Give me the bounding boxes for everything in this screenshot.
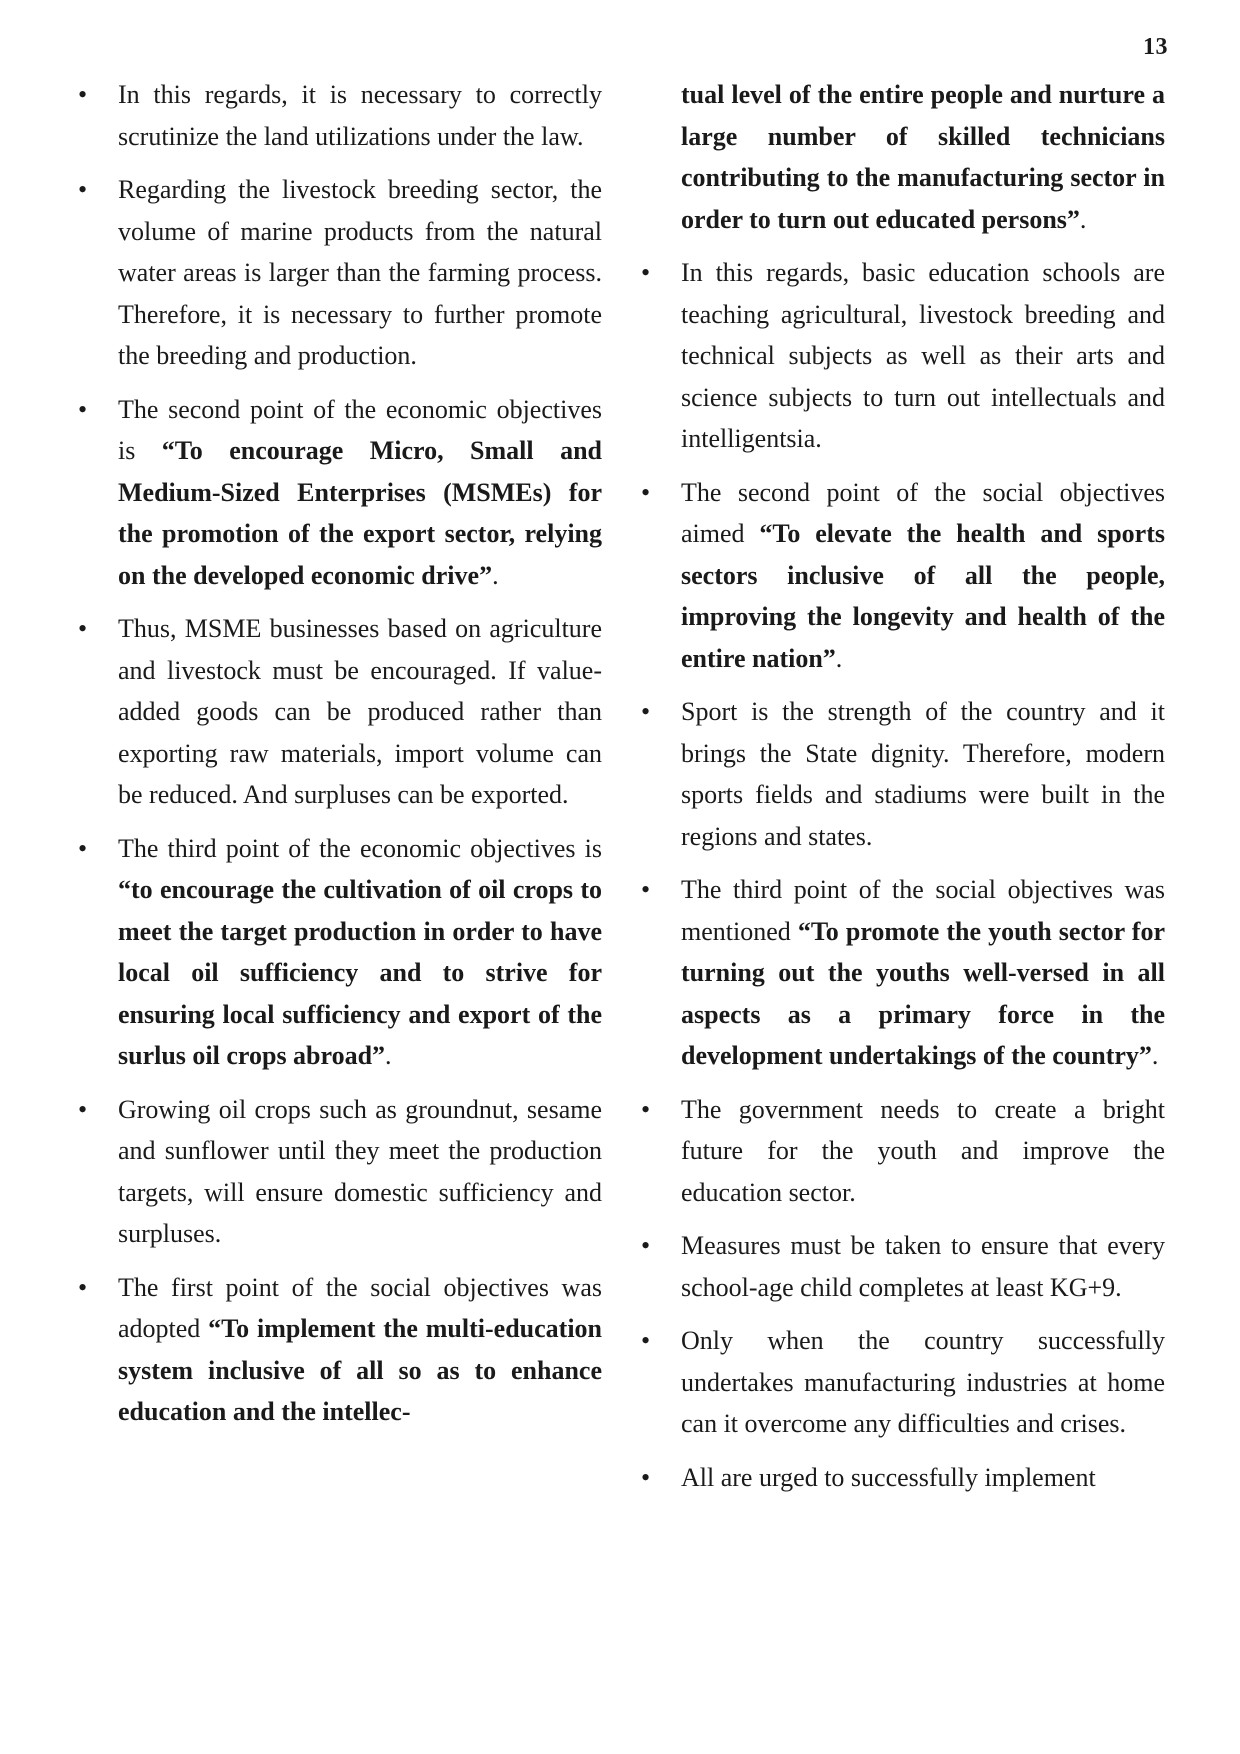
paragraph-text: Only when the country successfully undertakes manufacturing industries at home can it overcome any difficulties and crises. xyxy=(681,1326,1165,1438)
paragraph-end: . xyxy=(492,560,499,590)
paragraph-text: The third point of the economic objectives is xyxy=(118,833,602,863)
paragraph-sport-strength xyxy=(681,691,1165,857)
paragraph-text: Measures must be taken to ensure that every school-age child completes at least KG+9. xyxy=(681,1231,1165,1302)
paragraph-quote: “to encourage the cultivation of oil crops to meet the target production in order to have local oil sufficiency and to strive for ensuring local sufficiency and export of the surlus oil crops abroad” xyxy=(118,875,602,1070)
paragraph-end: . xyxy=(385,1041,392,1070)
paragraph-land-utilization xyxy=(118,74,602,157)
paragraph-school-age-child xyxy=(681,1225,1165,1308)
paragraph-continuation xyxy=(681,74,1165,240)
page-number: 13 xyxy=(1143,34,1168,60)
paragraph-text: In this regards, basic education schools are teaching agricultural, livestock breeding and technical subjects as well as their arts and science subjects to turn out intellectuals and intelligentsia. xyxy=(681,258,1165,453)
paragraph-text: The third point of the social objectives was mentioned xyxy=(681,875,1165,946)
paragraph-text: The second point of the social objectives aimed xyxy=(681,477,1165,548)
left-column xyxy=(118,74,602,1445)
paragraph-economic-objective-3 xyxy=(118,828,602,1077)
paragraph-basic-education xyxy=(681,252,1165,460)
paragraph-text: All are urged to successfully implement xyxy=(681,1462,1096,1492)
paragraph-end: . xyxy=(1151,1041,1159,1070)
paragraph-oil-crops xyxy=(118,1089,602,1255)
paragraph-text: The government needs to create a bright future for the youth and improve the education sector. xyxy=(681,1094,1165,1207)
paragraph-livestock-breeding xyxy=(118,169,602,377)
paragraph-economic-objective-2 xyxy=(118,389,602,597)
paragraph-social-objective-2 xyxy=(681,472,1165,680)
paragraph-implement-urge xyxy=(681,1457,1165,1499)
paragraph-text: Growing oil crops such as groundnut, sesame and sunflower until they meet the production targets, will ensure domestic sufficiency and surpluses. xyxy=(118,1094,602,1248)
right-column xyxy=(681,74,1165,1510)
paragraph-social-objective-1 xyxy=(118,1267,602,1433)
paragraph-quote: “To elevate the health and sports sectors inclusive of all the people, improving the longevity and health of the entire nation” xyxy=(681,519,1166,673)
paragraph-text: The second point of the economic objectives is xyxy=(118,394,602,465)
paragraph-quote: “To promote the youth sector for turning out the youths well-versed in all aspects as a primary force in the development undertakings of the country” xyxy=(681,916,1165,1070)
paragraph-youth-future xyxy=(681,1089,1165,1214)
paragraph-quote: “To implement the multi-education system inclusive of all so as to enhance education and the intellec- xyxy=(118,1314,602,1426)
paragraph-text: Sport is the strength of the country and it brings the State dignity. Therefore, modern sports fields and stadiums were built in the regions and states. xyxy=(681,697,1165,851)
paragraph-social-objective-3 xyxy=(681,869,1165,1077)
paragraph-end: . xyxy=(835,643,843,673)
paragraph-msme-businesses xyxy=(118,608,602,816)
paragraph-quote: tual level of the entire people and nurture a large number of skilled technicians contributing to the manufacturing sector in order to turn out educated persons” xyxy=(681,80,1165,234)
paragraph-quote: “To encourage Micro, Small and Medium-Sized Enterprises (MSMEs) for the promotion of the export sector, relying on the developed economic drive” xyxy=(118,436,602,590)
paragraph-text: The first point of the social objectives was adopted xyxy=(118,1272,602,1343)
paragraph-text: Thus, MSME businesses based on agriculture and livestock must be encouraged. If value-added goods can be produced rather than exporting raw materials, import volume can be reduced. And surpluses can be exported. xyxy=(118,614,602,809)
paragraph-end: . xyxy=(1079,204,1087,234)
paragraph-manufacturing-industries xyxy=(681,1320,1165,1445)
paragraph-text: In this regards, it is necessary to correctly scrutinize the land utilizations under the law. xyxy=(118,80,602,151)
paragraph-text: Regarding the livestock breeding sector, the volume of marine products from the natural water areas is larger than the farming process. Therefore, it is necessary to further promote the breeding and production. xyxy=(118,175,602,370)
